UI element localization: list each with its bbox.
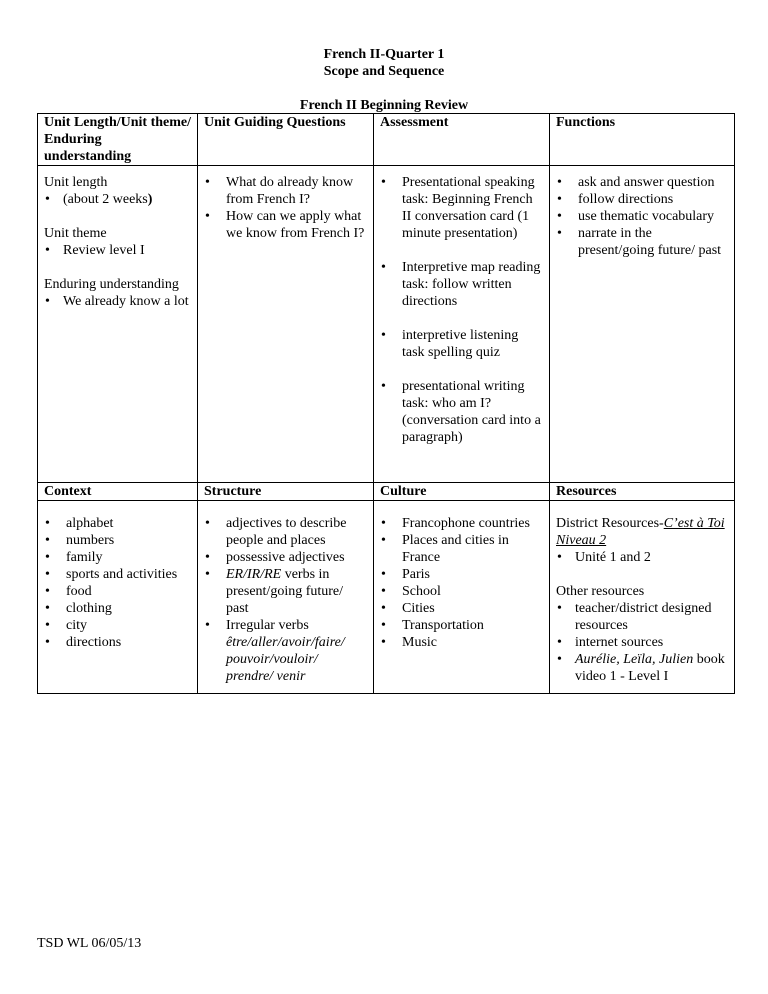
functions-cell (550, 166, 735, 483)
list-item: • clothing (44, 600, 191, 617)
culture-list (380, 515, 543, 651)
list-item: • Transportation (380, 617, 543, 634)
list-item: • sports and activities (44, 566, 191, 583)
list-item: • narrate in the present/going future/ past (556, 225, 728, 259)
list-item: • School (380, 583, 543, 600)
header-guiding-questions: Unit Guiding Questions (198, 114, 374, 166)
list-item: • We already know a lot (44, 293, 191, 310)
other-resources-list (556, 600, 728, 685)
district-resources: District Resources-C’est à Toi Niveau 2 (556, 516, 725, 548)
list-item: • internet sources (556, 634, 728, 651)
list-item: • teacher/district designed resources (556, 600, 728, 634)
header-culture: Culture (374, 483, 550, 501)
unit-title: French II Beginning Review (299, 98, 469, 113)
context-cell (38, 501, 198, 694)
resources-cell (550, 501, 735, 694)
culture-cell (374, 501, 550, 694)
list-item: • follow directions (556, 191, 728, 208)
list-item: • alphabet (44, 515, 191, 532)
header-structure: Structure (198, 483, 374, 501)
list-item: • Review level I (44, 242, 191, 259)
other-resources-label: Other resources (556, 584, 645, 599)
list-item: • Unité 1 and 2 (556, 549, 728, 566)
list-item: • How can we apply what we know from French I? (204, 208, 367, 242)
list-item: • ER/IR/RE verbs in present/going future/ past (204, 566, 367, 617)
content-row-2 (38, 501, 735, 694)
guiding-questions-cell (198, 166, 374, 483)
list-item: • city (44, 617, 191, 634)
list-item: • directions (44, 634, 191, 651)
list-item: • food (44, 583, 191, 600)
list-item: • ask and answer question (556, 174, 728, 191)
enduring-list (44, 293, 191, 310)
header-context: Context (38, 483, 198, 501)
list-item: • Francophone countries (380, 515, 543, 532)
list-item: • possessive adjectives (204, 549, 367, 566)
list-item: • family (44, 549, 191, 566)
list-item: • Irregular verbs être/aller/avoir/faire/ pouvoir/vouloir/ prendre/ venir (204, 617, 367, 685)
guiding-questions-list (204, 174, 367, 242)
structure-cell (198, 501, 374, 694)
unit-theme-list (44, 242, 191, 259)
textbook-title: C’est à Toi Niveau 2 (556, 516, 725, 548)
list-item: • Aurélie, Leïla, Julien book video 1 - Level I (556, 651, 728, 685)
district-list (556, 549, 728, 566)
header-unit: Unit Length/Unit theme/ Enduring understanding (38, 114, 198, 166)
list-item: • use thematic vocabulary (556, 208, 728, 225)
content-row-1 (38, 166, 735, 483)
scope-sequence-table (37, 113, 735, 694)
list-item: • Presentational speaking task: Beginning French II conversation card (1 minute presentation) (380, 174, 543, 242)
list-item: • adjectives to describe people and places (204, 515, 367, 549)
header-resources: Resources (550, 483, 735, 501)
header-row-1 (38, 114, 735, 166)
structure-list (204, 515, 367, 685)
unit-length-list (44, 191, 191, 208)
assessment-list (380, 174, 543, 446)
functions-list (556, 174, 728, 259)
list-item: • Places and cities in France (380, 532, 543, 566)
header-assessment: Assessment (374, 114, 550, 166)
list-item: • (about 2 weeks) (44, 191, 191, 208)
header-functions: Functions (550, 114, 735, 166)
list-item: • numbers (44, 532, 191, 549)
context-list (44, 515, 191, 651)
enduring-label: Enduring understanding (44, 277, 179, 292)
list-item: • presentational writing task: who am I? (conversation card into a paragraph) (380, 378, 543, 446)
list-item: • Paris (380, 566, 543, 583)
unit-length-label: Unit length (44, 175, 108, 190)
list-item: • Interpretive map reading task: follow written directions (380, 259, 543, 310)
unit-cell (38, 166, 198, 483)
list-item: • Cities (380, 600, 543, 617)
footer-code: TSD WL 06/05/13 (37, 936, 142, 951)
list-item: • Music (380, 634, 543, 651)
document-title: French II-Quarter 1 (323, 47, 445, 62)
list-item: • interpretive listening task spelling quiz (380, 327, 543, 361)
assessment-cell (374, 166, 550, 483)
unit-theme-label: Unit theme (44, 226, 107, 241)
document-subtitle: Scope and Sequence (323, 64, 445, 79)
list-item: • What do already know from French I? (204, 174, 367, 208)
header-row-2 (38, 483, 735, 501)
